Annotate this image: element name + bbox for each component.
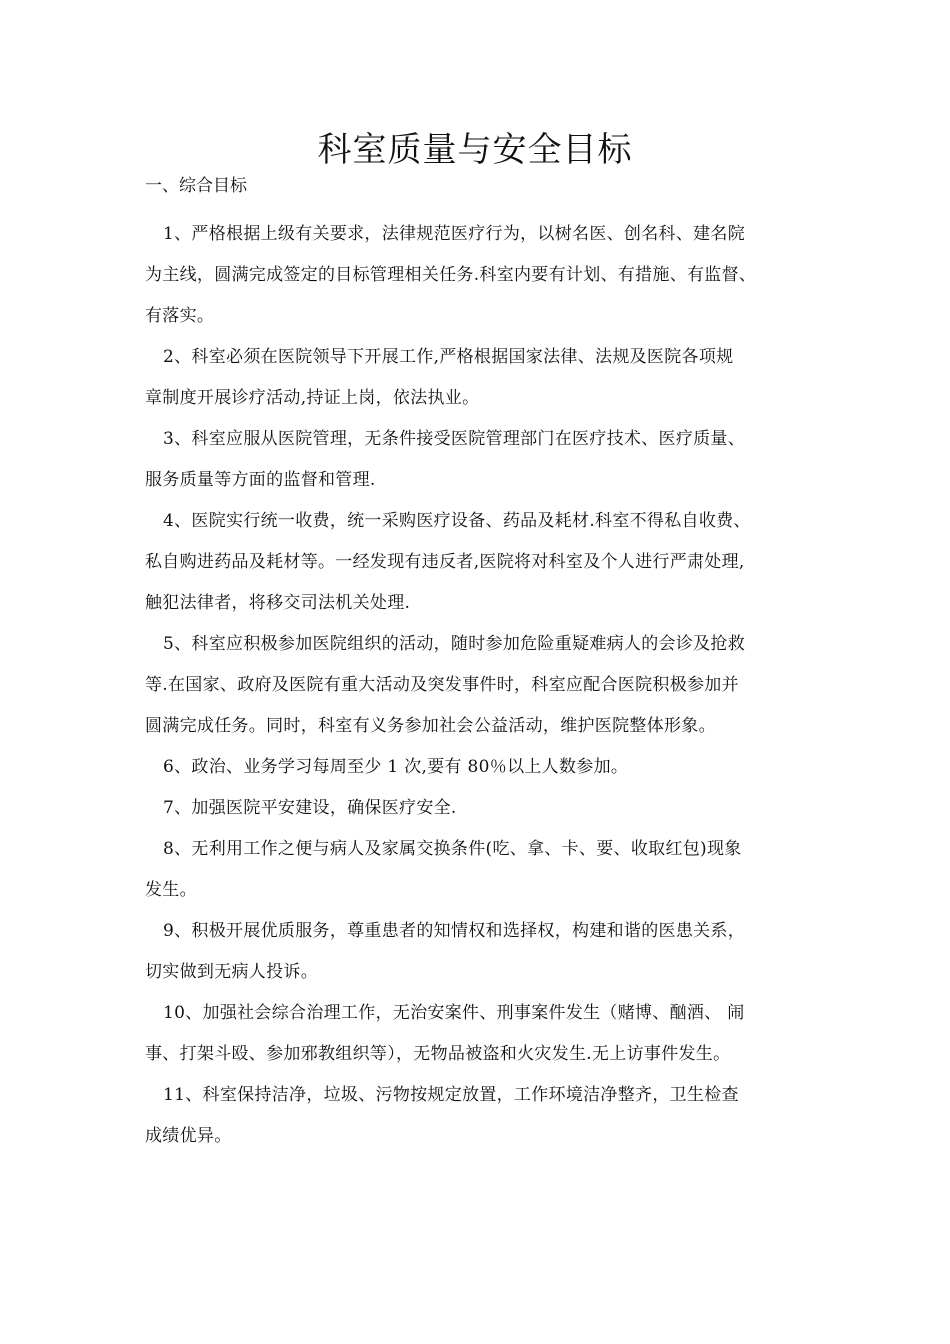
- list-item: [145, 747, 813, 788]
- list-item: [145, 501, 813, 624]
- paragraph-line: 3、科室应服从医院管理，无条件接受医院管理部门在医疗技术、医疗质量、: [163, 429, 746, 449]
- paragraph-line: 有落实。: [145, 306, 215, 326]
- paragraph-line: 6、政治、业务学习每周至少 1 次,要有 80％以上人数参加。: [163, 757, 629, 777]
- paragraph-line: 事、打架斗殴、参加邪教组织等），无物品被盗和火灾发生.无上访事件发生。: [145, 1044, 731, 1064]
- paragraph-line: 章制度开展诊疗活动,持证上岗，依法执业。: [145, 388, 480, 408]
- list-item: [145, 419, 813, 501]
- paragraph-line: 等.在国家、政府及医院有重大活动及突发事件时，科室应配合医院积极参加并: [145, 675, 739, 695]
- page-title: 科室质量与安全目标: [317, 130, 633, 170]
- paragraph-line: 4、医院实行统一收费，统一采购医疗设备、药品及耗材.科室不得私自收费、: [163, 511, 751, 531]
- section-heading: 一、综合目标: [145, 176, 247, 196]
- list-item: [145, 214, 813, 337]
- paragraph-line: 圆满完成任务。同时，科室有义务参加社会公益活动，维护医院整体形象。: [145, 716, 716, 736]
- paragraph-line: 触犯法律者，将移交司法机关处理.: [145, 593, 411, 613]
- paragraph-line: 发生。: [145, 880, 197, 900]
- paragraph-line: 9、积极开展优质服务，尊重患者的知情权和选择权，构建和谐的医患关系，: [163, 921, 746, 941]
- paragraph-line: 切实做到无病人投诉。: [145, 962, 318, 982]
- list-item: [145, 624, 813, 747]
- paragraph-line: 7、加强医院平安建设，确保医疗安全.: [163, 798, 457, 818]
- paragraph-line: 1、严格根据上级有关要求，法律规范医疗行为，以树名医、创名科、建名院: [163, 224, 746, 244]
- list-item: [145, 1075, 813, 1157]
- paragraph-line: 8、无利用工作之便与病人及家属交换条件(吃、拿、卡、要、收取红包)现象: [163, 839, 742, 859]
- item-list: [145, 214, 813, 1157]
- paragraph-line: 成绩优异。: [145, 1126, 232, 1146]
- paragraph-line: 5、科室应积极参加医院组织的活动，随时参加危险重疑难病人的会诊及抢救: [163, 634, 746, 654]
- document-body: [145, 172, 813, 1157]
- paragraph-line: 11、科室保持洁净，垃圾、污物按规定放置，工作环境洁净整齐，卫生检查: [163, 1085, 739, 1105]
- list-item: [145, 993, 813, 1075]
- paragraph-line: 私自购进药品及耗材等。一经发现有违反者,医院将对科室及个人进行严肃处理,: [145, 552, 745, 572]
- list-item: [145, 829, 813, 911]
- paragraph-line: 2、科室必须在医院领导下开展工作,严格根据国家法律、法规及医院各项规: [163, 347, 734, 367]
- paragraph-line: 10、加强社会综合治理工作，无治安案件、刑事案件发生（赌博、酗酒、 闹: [163, 1003, 745, 1023]
- paragraph-line: 服务质量等方面的监督和管理.: [145, 470, 376, 490]
- list-item: [145, 337, 813, 419]
- list-item: [145, 911, 813, 993]
- paragraph-line: 为主线，圆满完成签定的目标管理相关任务.科室内要有计划、有措施、有监督、: [145, 265, 757, 285]
- list-item: [145, 788, 813, 829]
